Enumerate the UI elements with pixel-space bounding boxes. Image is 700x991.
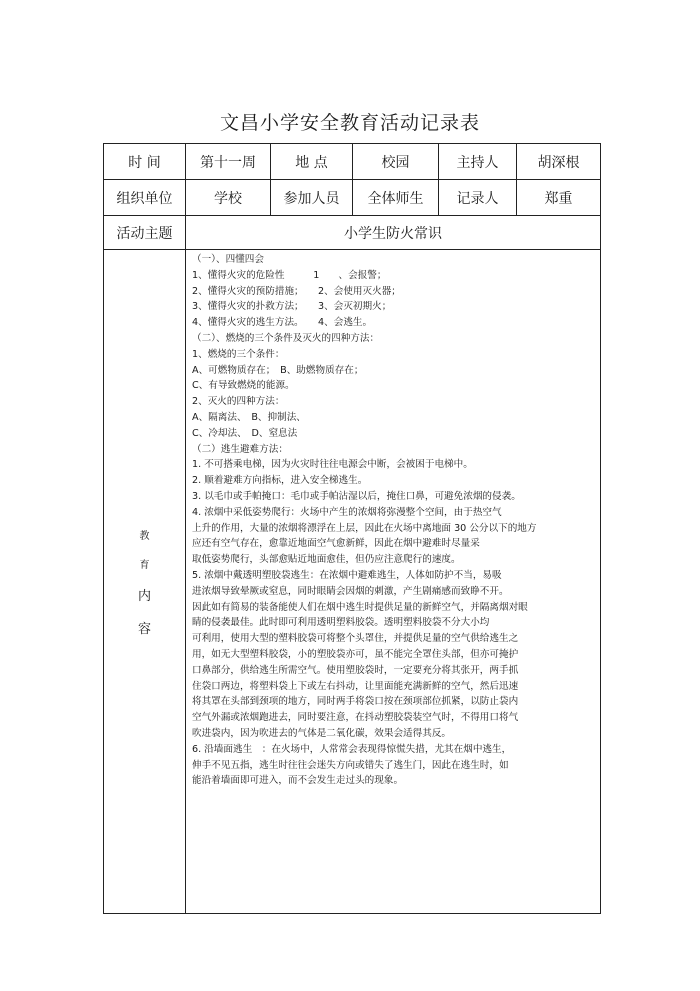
content-line: 3. 以毛巾或手帕掩口：毛巾或手帕沾湿以后，掩住口鼻，可避免浓烟的侵袭。 xyxy=(192,490,521,502)
content-line: 口鼻部分，供给逃生所需空气。使用塑胶袋时，一定要充分将其张开，两手抓 xyxy=(192,664,519,676)
content-line: 用，如无大型塑料胶袋，小的塑胶袋亦可，虽不能完全罩住头部，但亦可掩护 xyxy=(192,648,519,660)
content-label xyxy=(104,250,185,913)
content-line: 上升的作用，大量的浓烟将漂浮在上层，因此在火场中离地面 30 公分以下的地方 xyxy=(192,522,537,534)
table-row-organizer xyxy=(104,180,601,216)
content-line: 6. 沿墙面逃生 ：在火场中，人常常会表现得惊慌失措，尤其在烟中逃生， xyxy=(192,743,512,755)
table-row-theme xyxy=(104,216,601,250)
content-label-char: 育 xyxy=(139,559,150,571)
time-value: 第十一周 xyxy=(186,144,271,180)
content-line: 应还有空气存在，愈靠近地面空气愈新鲜，因此在烟中避难时尽量采 xyxy=(192,538,480,550)
content-line: 吹进袋内，因为吹进去的气体是二氧化碳，效果会适得其反。 xyxy=(192,727,452,739)
host-value: 胡深根 xyxy=(517,144,601,180)
content-line: 可利用，使用大型的塑料胶袋可将整个头罩住，并提供足量的空气供给逃生之 xyxy=(192,633,519,645)
place-value: 校园 xyxy=(353,144,439,180)
content-line: 取低姿势爬行，头部愈贴近地面愈佳，但仍应注意爬行的速度。 xyxy=(192,554,461,566)
org-label: 组织单位 xyxy=(104,180,186,216)
host-label: 主持人 xyxy=(439,144,517,180)
content-line: （二）逃生避难方法： xyxy=(192,443,288,455)
theme-label: 活动主题 xyxy=(104,216,186,250)
content-line: C、冷却法、 D、窒息法 xyxy=(192,427,298,439)
participants-label: 参加人员 xyxy=(271,180,353,216)
participants-value: 全体师生 xyxy=(353,180,439,216)
content-line: 1、懂得火灾的危险性 1 、会报警； xyxy=(192,269,387,281)
content-line: （一）、四懂四会 xyxy=(192,254,264,265)
content-label-cell xyxy=(104,250,186,914)
content-line: 5. 浓烟中戴透明塑胶袋逃生：在浓烟中避难逃生，人体如防护不当，易吸 xyxy=(192,569,502,581)
content-line: 2. 顺着避难方向指标，进入安全梯逃生。 xyxy=(192,475,368,487)
content-line: 伸手不见五指，逃生时往往会迷失方向或错失了逃生门，因此在逃生时，如 xyxy=(192,759,509,771)
content-line: A、隔离法、 B、抑制法、 xyxy=(192,411,306,423)
content-line: 1. 不可搭乘电梯，因为火灾时往往电源会中断，会被困于电梯中。 xyxy=(192,459,473,471)
recorder-label: 记录人 xyxy=(439,180,517,216)
content-cell xyxy=(186,250,601,914)
content-line: （二）、燃烧的三个条件及灭火的四种方法： xyxy=(192,332,380,344)
content-lines xyxy=(186,250,600,789)
content-line: 2、灭火的四种方法： xyxy=(192,396,285,408)
table-row-content xyxy=(104,250,601,914)
content-line: 3、懂得火灾的扑救方法； 3、会灭初期火； xyxy=(192,301,392,313)
content-label-char: 内 xyxy=(137,588,151,604)
content-line: 空气外漏或浓烟跑进去，同时要注意，在抖动塑胶袋装空气时，不得用口将气 xyxy=(192,712,519,724)
content-line: 1、燃烧的三个条件： xyxy=(192,348,285,360)
content-line: 进浓烟导致晕厥或窒息，同时眼睛会因烟的刺激，产生剧痛感而致睁不开。 xyxy=(192,585,509,597)
record-table xyxy=(103,143,601,914)
recorder-value: 郑重 xyxy=(517,180,601,216)
content-line: A、可燃物质存在； B、助燃物质存在； xyxy=(192,364,364,376)
content-line: 因此如有简易的装备能使人们在烟中逃生时提供足量的新鲜空气，并隔离烟对眼 xyxy=(192,601,528,613)
content-line: 4. 浓烟中采低姿势爬行：火场中产生的浓烟将弥漫整个空间，由于热空气 xyxy=(192,506,502,518)
content-line: 睛的侵袭最佳。此时即可利用透明塑料胶袋。透明塑料胶袋不分大小均 xyxy=(192,617,490,629)
org-value: 学校 xyxy=(186,180,271,216)
theme-value: 小学生防火常识 xyxy=(186,216,601,250)
content-line: 住袋口两边，将塑料袋上下或左右抖动，让里面能充满新鲜的空气，然后迅速 xyxy=(192,680,519,692)
content-line: C、有导致燃烧的能源。 xyxy=(192,380,295,392)
place-label: 地 点 xyxy=(271,144,353,180)
content-label-char: 教 xyxy=(139,530,150,542)
content-line: 将其罩在头部到颈项的地方，同时两手将袋口按在颈项部位抓紧，以防止袋内 xyxy=(192,696,519,708)
document-title: 文昌小学安全教育活动记录表 xyxy=(219,112,480,134)
time-label: 时 间 xyxy=(104,144,186,180)
content-line: 2、懂得火灾的预防措施； 2、会使用灭火器； xyxy=(192,285,401,297)
content-line: 能沿着墙面即可进入，而不会发生走过头的现象。 xyxy=(192,775,404,787)
content-label-char: 容 xyxy=(137,621,151,637)
table-row-time xyxy=(104,144,601,180)
content-line: 4、懂得火灾的逃生方法。 4、会逃生。 xyxy=(192,317,373,329)
